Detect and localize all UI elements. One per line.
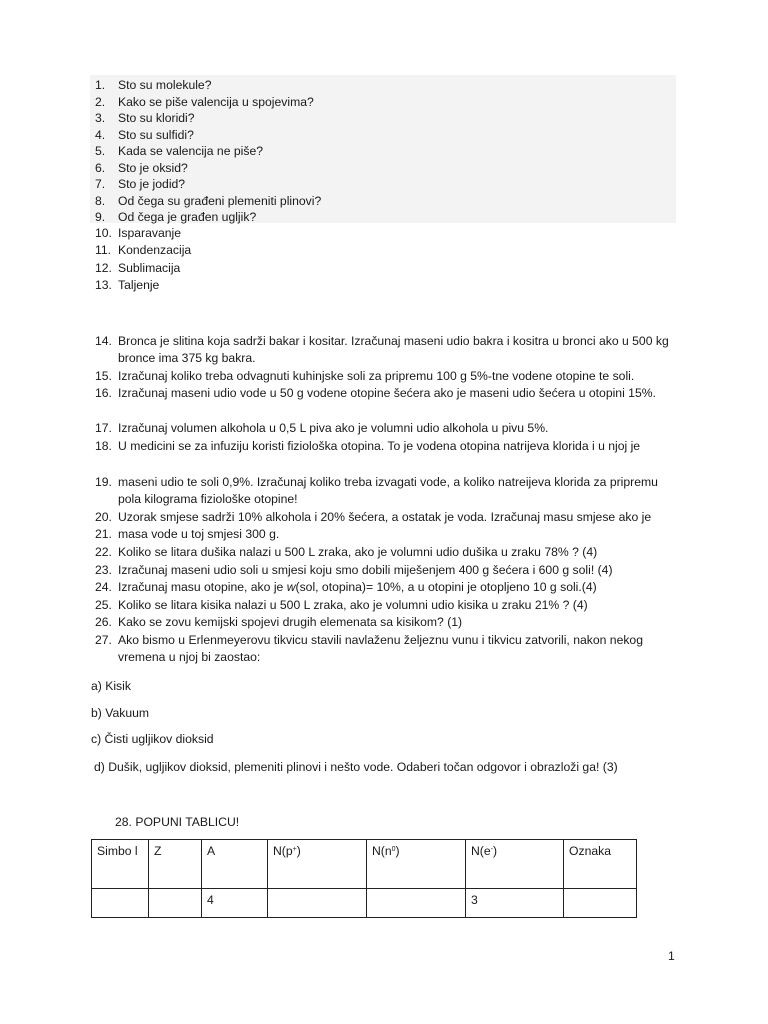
item-number: 23. <box>95 563 112 577</box>
fill-in-table <box>91 839 637 918</box>
ne-base: N(e <box>471 844 491 858</box>
nn-base: N(n <box>372 844 392 858</box>
item-text: Sto je oksid? <box>118 160 188 175</box>
page-number: 1 <box>668 949 675 963</box>
item-number: 22. <box>95 545 112 559</box>
item-text: Sublimacija <box>118 261 181 275</box>
item-text: Sto su kloridi? <box>118 111 195 125</box>
item-text: Bronca je slitina koja sadrži bakar i kositar. Izračunaj maseni udio bakra i kositra u bronci ako u 500 kg bronce ima 375 kg bakra. <box>118 334 669 365</box>
item-text: Koliko se litara kisika nalazi u 500 L zraka, ako je volumni udio kisika u zraku 21% ? (4) <box>118 598 588 612</box>
item-number: 21. <box>95 527 112 541</box>
item-text: Od čega je građen ugljik? <box>118 210 257 224</box>
item-number: 11. <box>95 243 112 257</box>
table-header-row <box>92 840 637 889</box>
item-text: Od čega su građeni plemeniti plinovi? <box>118 193 322 208</box>
item-number: 26. <box>95 615 112 629</box>
item-text: Sto su molekule? <box>118 78 212 92</box>
item-text-pre: Izračunaj masu otopine, ako je <box>118 580 287 594</box>
item-number: 10. <box>95 226 112 240</box>
np-close: ) <box>296 844 301 858</box>
item-number: 15. <box>95 369 112 383</box>
np-base: N(p <box>273 844 293 858</box>
item-text: Izračunaj koliko treba odvagnuti kuhinjske soli za pripremu 100 g 5%-tne vodene otopine te soli. <box>118 369 635 383</box>
answer-option-b: b) Vakuum <box>91 706 150 720</box>
answer-option-c: c) Čisti ugljikov dioksid <box>91 732 214 746</box>
item-number: 5. <box>95 144 106 158</box>
cell-ne[interactable]: 3 <box>466 889 564 918</box>
item-text-post: (sol, otopina)= 10%, a u otopini je otopljeno 10 g soli.(4) <box>295 580 597 594</box>
item-number: 12. <box>95 261 112 275</box>
item-text: Kada se valencija ne piše? <box>118 144 263 158</box>
item-text: Sto su sulfidi? <box>118 127 194 142</box>
item-number: 17. <box>95 421 112 435</box>
answer-option-a: a) Kisik <box>91 679 131 693</box>
item-text: Isparavanje <box>118 226 182 240</box>
table-row <box>92 889 637 918</box>
item-number: 27. <box>95 633 112 647</box>
item-text: Kako se zovu kemijski spojevi drugih elemenata sa kisikom? (1) <box>118 615 463 629</box>
item-number: 9. <box>95 210 106 224</box>
ne-sup: - <box>490 846 493 853</box>
np-sup: + <box>292 846 297 853</box>
header-simbol: Simbo l <box>92 840 149 889</box>
item-text: Kondenzacija <box>118 243 192 257</box>
item-number: 7. <box>95 177 106 191</box>
item-text: maseni udio te soli 0,9%. Izračunaj koliko treba izvagati vode, a koliko natreijeva klorida za pripremu pola kilograma fiziološke otopine! <box>118 475 658 506</box>
answer-option-d: d) Dušik, ugljikov dioksid, plemeniti plinovi i nešto vode. Odaberi točan odgovor i obrazloži ga! (3) <box>94 760 618 774</box>
item-number: 24. <box>95 580 112 594</box>
task-28-heading: 28. POPUNI TABLICU! <box>115 815 240 829</box>
item-number: 25. <box>95 598 112 612</box>
item-number: 20. <box>95 510 112 524</box>
item-number: 1. <box>95 78 106 92</box>
cell-z[interactable] <box>149 889 202 918</box>
item-text: Izračunaj maseni udio soli u smjesi koju smo dobili miješenjem 400 g šećera i 600 g soli! (4) <box>118 563 613 577</box>
header-a: A <box>202 840 268 889</box>
item-number: 14. <box>95 334 112 348</box>
item-text <box>118 579 680 596</box>
item-text: Koliko se litara dušika nalazi u 500 L zraka, ako je volumni udio dušika u zraku 78% ? (4) <box>118 545 598 559</box>
item-number: 3. <box>95 111 106 125</box>
item-text: Taljenje <box>118 278 160 292</box>
cell-np[interactable] <box>268 889 367 918</box>
item-text: Izračunaj maseni udio vode u 50 g vodene otopine šećera ako je maseni udio šećera u otopini 15%. <box>118 386 656 400</box>
item-number: 8. <box>95 193 106 208</box>
cell-simbol[interactable] <box>92 889 149 918</box>
header-oznaka: Oznaka <box>564 840 637 889</box>
header-ne <box>466 840 564 889</box>
item-number: 19. <box>95 475 112 489</box>
cell-nn[interactable] <box>367 889 466 918</box>
item-text: U medicini se za infuziju koristi fiziološka otopina. To je vodena otopina natrijeva klorida i u njoj je <box>118 439 641 453</box>
item-number: 6. <box>95 160 106 175</box>
cell-a[interactable]: 4 <box>202 889 268 918</box>
header-nn <box>367 840 466 889</box>
item-number: 16. <box>95 386 112 400</box>
item-text: Izračunaj volumen alkohola u 0,5 L piva ako je volumni udio alkohola u pivu 5%. <box>118 421 549 435</box>
item-number: 13. <box>95 278 112 292</box>
item-number: 4. <box>95 127 106 142</box>
nn-sup: 0 <box>391 846 396 853</box>
cell-oznaka[interactable] <box>564 889 637 918</box>
header-z: Z <box>149 840 202 889</box>
ne-close: ) <box>492 844 498 858</box>
header-np <box>268 840 367 889</box>
item-text: Uzorak smjese sadrži 10% alkohola i 20% šećera, a ostatak je voda. Izračunaj masu smjese ako je <box>118 510 652 524</box>
item-text: Kako se piše valencija u spojevima? <box>118 94 314 109</box>
item-number: 2. <box>95 94 106 109</box>
mass-fraction-symbol: w <box>286 580 296 594</box>
item-text: Ako bismo u Erlenmeyerovu tikvicu stavili navlaženu željeznu vunu i tikvicu zatvorili, nakon nekog vremena u njoj bi zaostao: <box>118 633 643 664</box>
item-number: 18. <box>95 439 112 453</box>
item-text: masa vode u toj smjesi 300 g. <box>118 527 280 541</box>
nn-close: ) <box>395 844 400 858</box>
item-text: Sto je jodid? <box>118 177 186 191</box>
